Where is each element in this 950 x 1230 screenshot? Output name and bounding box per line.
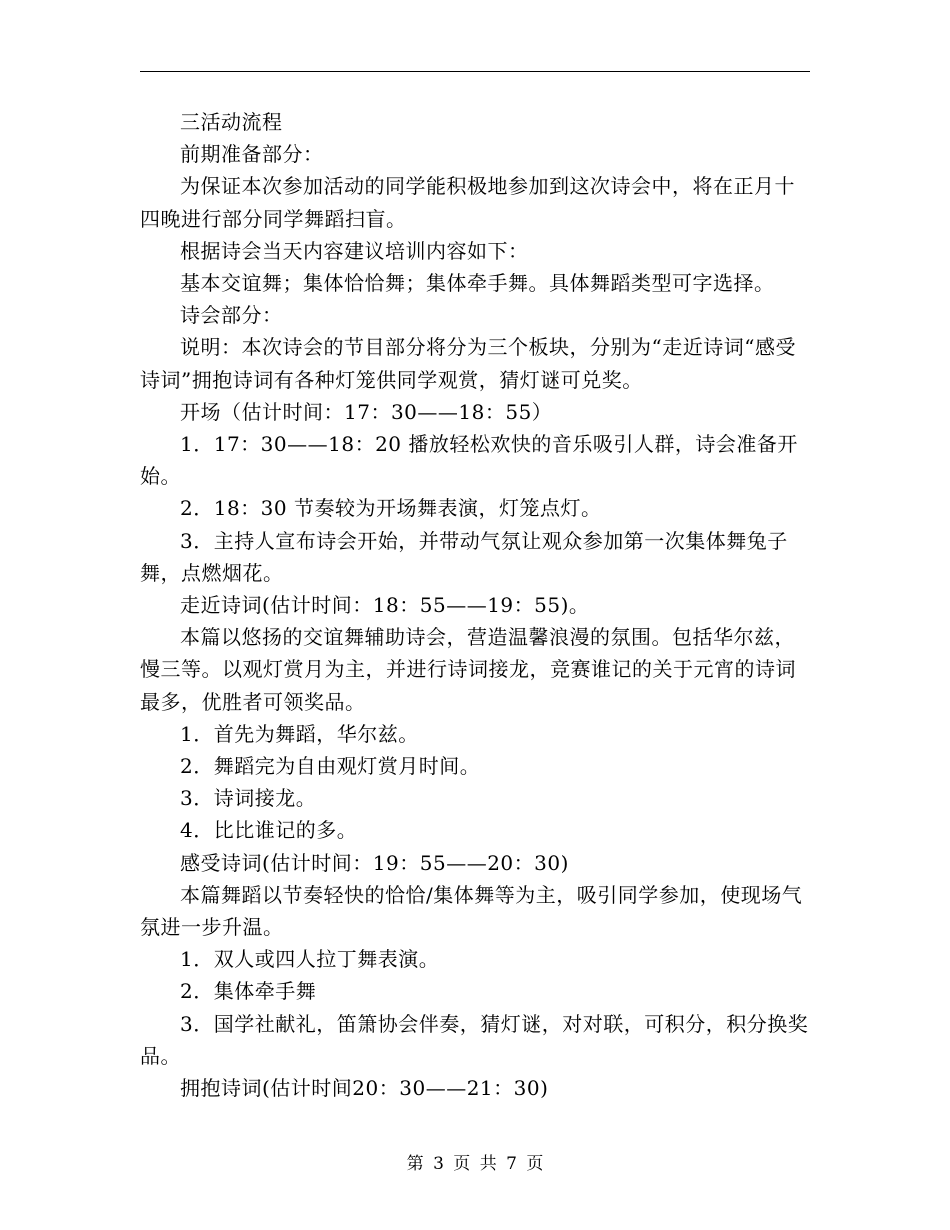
list-item: 4．比比谁记的多。 — [180, 818, 358, 843]
section-heading: 三活动流程 — [180, 110, 283, 134]
subsection-heading: 前期准备部分： — [180, 142, 324, 167]
footer-total-label: 共 — [479, 1154, 497, 1174]
total-page-count: 7 — [506, 1154, 517, 1174]
subsection-heading: 开场（估计时间：17：30——18：55） — [180, 399, 553, 424]
paragraph: 本篇舞蹈以节奏轻快的恰恰/集体舞等为主，吸引同学参加，使现场气氛进一步升温。 — [140, 882, 803, 940]
list-item: 1．17：30——18：20 播放轻松欢快的音乐吸引人群，诗会准备开始。 — [140, 432, 798, 489]
subsection-heading: 拥抱诗词(估计时间20：30——21：30) — [180, 1076, 549, 1101]
list-item: 2．集体牵手舞 — [180, 979, 317, 1004]
document-body — [140, 106, 810, 1104]
paragraph: 根据诗会当天内容建议培训内容如下： — [180, 238, 529, 263]
list-item: 3．诗词接龙。 — [180, 786, 317, 811]
subsection-heading: 感受诗词(估计时间：19：55——20：30) — [180, 850, 569, 875]
list-item: 3．国学社献礼，笛箫协会伴奏，猜灯谜，对对联，可积分，积分换奖品。 — [140, 1011, 809, 1068]
paragraph: 说明：本次诗会的节目部分将分为三个板块，分别为“走近诗词“感受诗词”拥抱诗词有各种灯笼供同学观赏，猜灯谜可兑奖。 — [140, 335, 796, 392]
page-footer — [0, 1152, 950, 1176]
footer-total-unit: 页 — [526, 1154, 544, 1174]
list-item: 3．主持人宣布诗会开始，并带动气氛让观众参加第一次集体舞兔子舞，点燃烟花。 — [140, 528, 788, 585]
subsection-heading: 诗会部分： — [180, 303, 283, 328]
paragraph: 为保证本次参加活动的同学能积极地参加到这次诗会中，将在正月十四晚进行部分同学舞蹈扫盲。 — [140, 174, 795, 231]
paragraph: 本篇以悠扬的交谊舞辅助诗会，营造温馨浪漫的氛围。包括华尔兹，慢三等。以观灯赏月为主，并进行诗词接龙，竞赛谁记的关于元宵的诗词最多，优胜者可领奖品。 — [140, 625, 796, 714]
footer-prefix: 第 — [406, 1154, 424, 1174]
list-item: 1．双人或四人拉丁舞表演。 — [180, 947, 440, 972]
paragraph: 基本交谊舞；集体恰恰舞；集体牵手舞。具体舞蹈类型可字选择。 — [180, 271, 775, 296]
subsection-heading: 走近诗词(估计时间：18：55——19：55)。 — [180, 593, 590, 618]
footer-page-unit: 页 — [453, 1154, 471, 1174]
header-rule — [140, 71, 810, 72]
list-item: 2．舞蹈完为自由观灯赏月时间。 — [180, 754, 481, 779]
list-item: 1．首先为舞蹈，华尔兹。 — [180, 721, 419, 746]
list-item: 2．18：30 节奏较为开场舞表演，灯笼点灯。 — [180, 496, 602, 521]
current-page-number: 3 — [433, 1154, 444, 1174]
